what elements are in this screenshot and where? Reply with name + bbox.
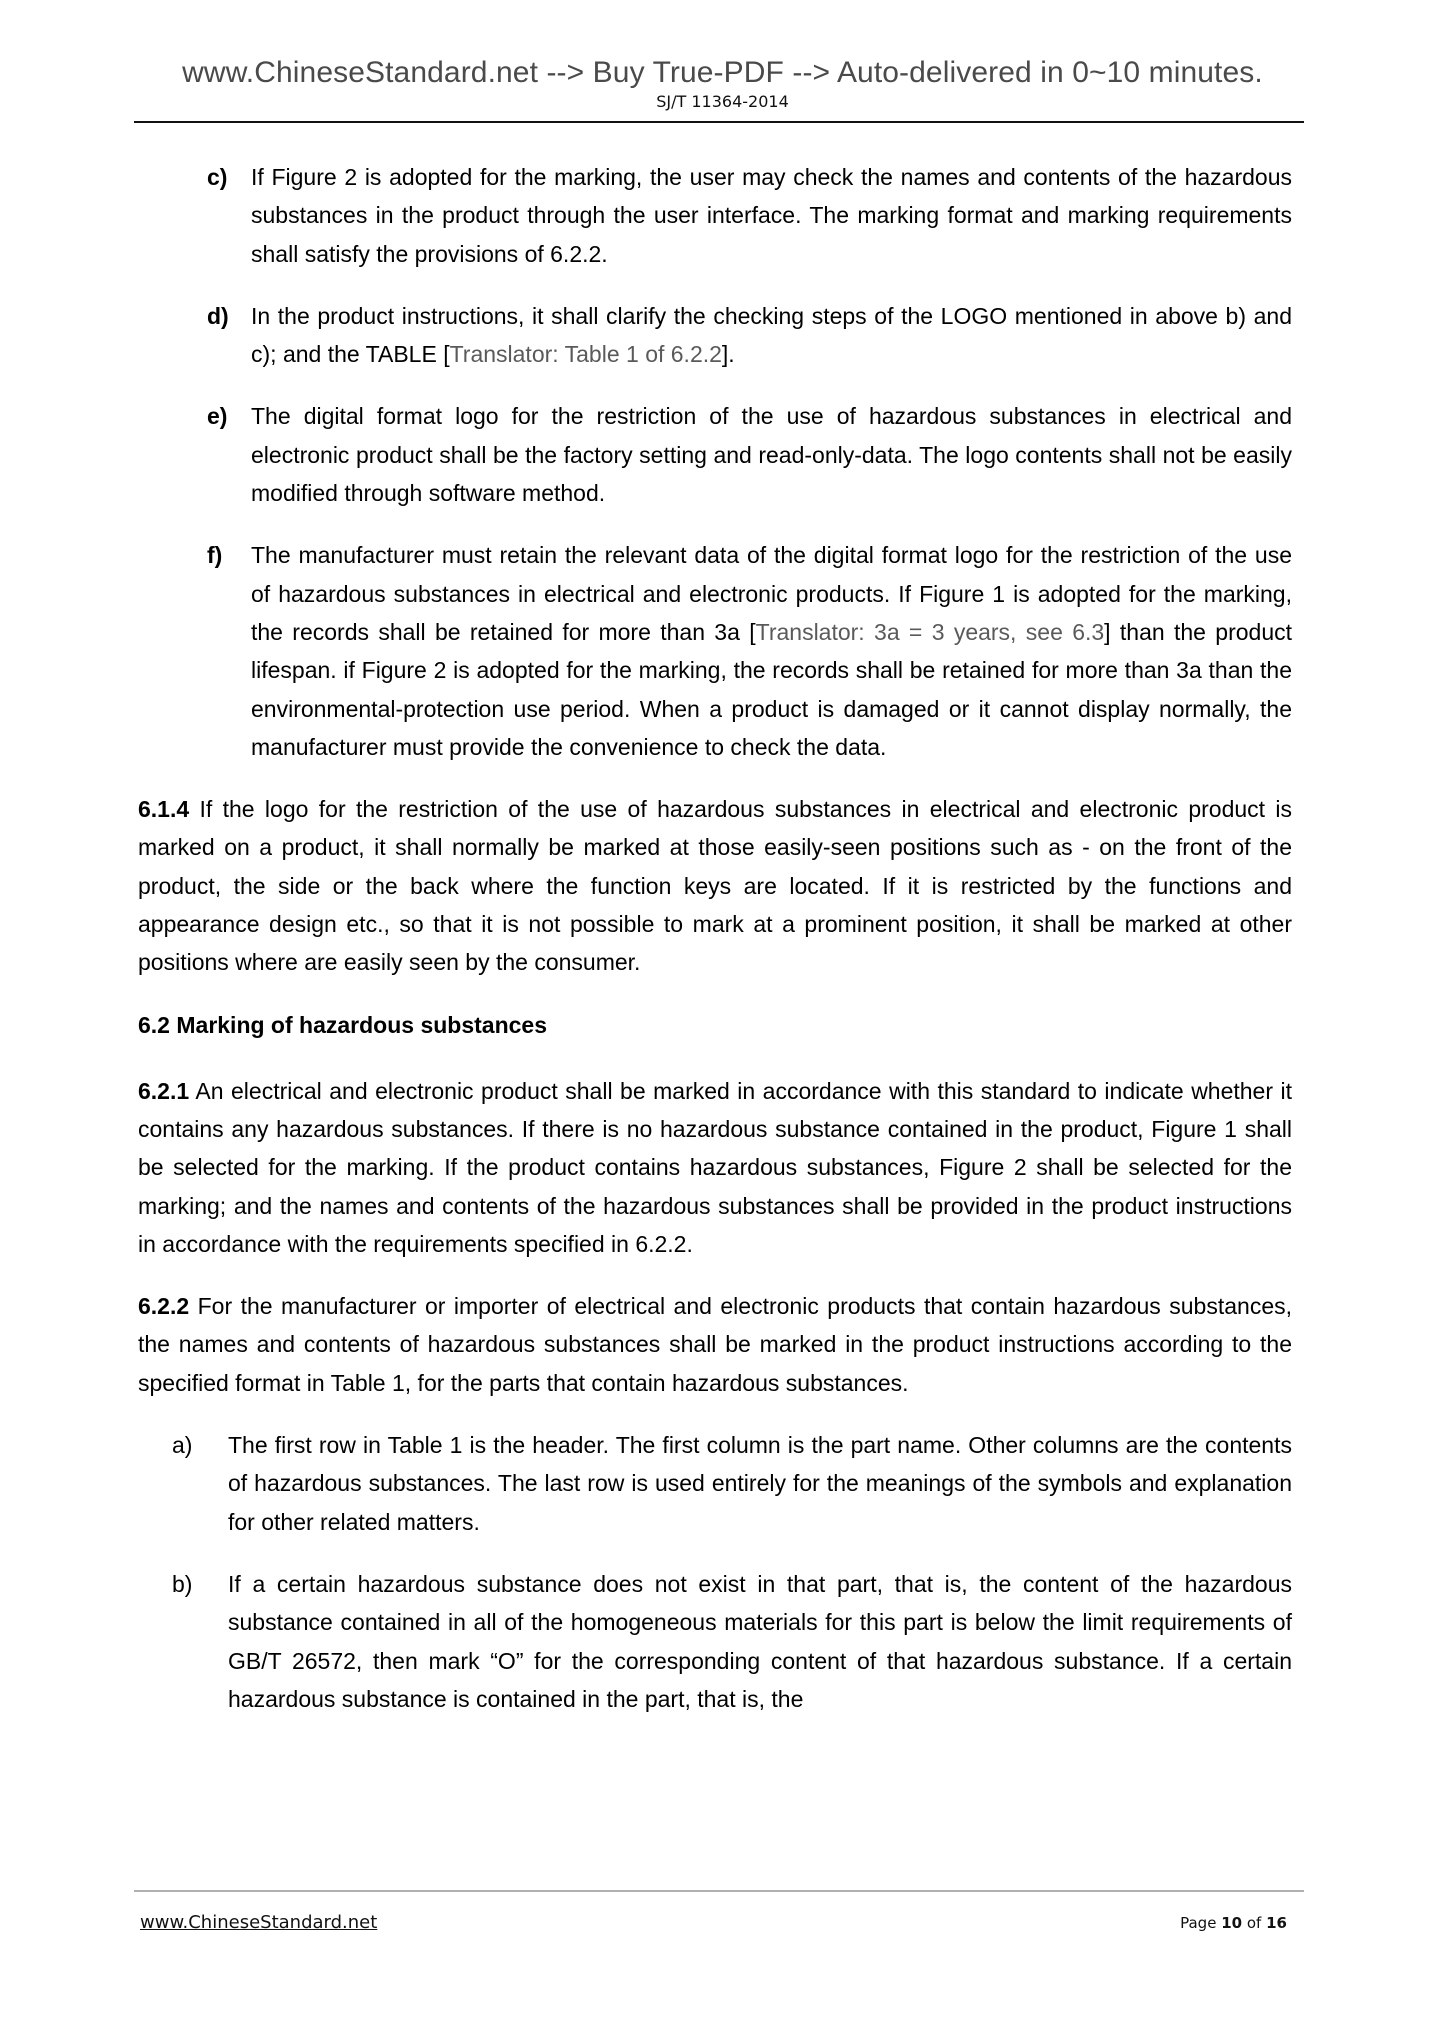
clause-number: 6.2.2 (138, 1293, 190, 1320)
list-text: If a certain hazardous substance does not exist in that part, that is, the content of the hazardous substance contained in all of the homogeneous materials for this part is below the limit requirements of GB/T 26572, then mark “O” for the corresponding content of that hazardous substance. If a certain hazardous substance is contained in the part, that is, the (228, 1570, 1292, 1712)
page-total: 16 (1266, 1914, 1287, 1932)
list-text: In the product instructions, it shall clarify the checking steps of the LOGO mentioned in above b) and c); and the TABLE [ (251, 302, 1292, 368)
list-item-d (138, 297, 1292, 374)
list-item-b (138, 1565, 1292, 1718)
list-text: The digital format logo for the restriction of the use of hazardous substances in electrical and electronic product shall be the factory setting and read-only-data. The logo contents shall not be easily modified through software method. (251, 403, 1292, 507)
document-code: SJ/T 11364-2014 (656, 92, 789, 111)
list-label: d) (207, 302, 229, 329)
list-text: ] than the product lifespan. if Figure 2 is adopted for the marking, the records shall be retained for more than 3a than the environmental-protection use period. When a product is damaged or it cannot display normally, the manufacturer must provide the convenience to check the data. (251, 618, 1293, 760)
list-label: a) (172, 1432, 193, 1459)
footer-website-link[interactable]: www.ChineseStandard.net (140, 1912, 378, 1933)
clause-number: 6.2.1 (138, 1077, 190, 1104)
list-label: c) (207, 164, 228, 190)
list-text: ]. (721, 341, 735, 368)
clause-6-1-4 (138, 790, 1292, 981)
page-body (138, 158, 1292, 1718)
list-text: The first row in Table 1 is the header. The first column is the part name. Other columns are the contents of hazardous substances. The last row is used entirely for the meanings of the symbols and explanation for other related matters. (228, 1432, 1292, 1535)
list-label: b) (172, 1570, 193, 1597)
clause-text: If the logo for the restriction of the use of hazardous substances in electrical and electronic product is marked on a product, it shall normally be marked at those easily-seen positions such as - on the front of the product, the side or the back where the function keys are located. If it is restricted by the functions and appearance design etc., so that it is not possible to mark at a prominent position, it shall be marked at other positions where are easily seen by the consumer. (138, 796, 1293, 976)
clause-number: 6.1.4 (138, 796, 190, 823)
list-item-c (138, 158, 1292, 273)
list-text: If Figure 2 is adopted for the marking, the user may check the names and contents of the hazardous substances in the product through the user interface. The marking format and marking requirements shall satisfy the provisions of 6.2.2. (251, 164, 1292, 267)
page-indicator (1180, 1914, 1287, 1932)
clause-text: For the manufacturer or importer of electrical and electronic products that contain hazardous substances, the names and contents of hazardous substances shall be marked in the product instructions according to the specified format in Table 1, for the parts that contain hazardous substances. (138, 1293, 1292, 1396)
list-label: e) (207, 403, 228, 430)
clause-6-2-1 (138, 1072, 1292, 1263)
footer-divider (134, 1890, 1304, 1892)
header-banner: www.ChineseStandard.net --> Buy True-PDF --> Auto-delivered in 0~10 minutes. (182, 56, 1263, 89)
translator-note: Translator: 3a = 3 years, see 6.3 (755, 618, 1105, 645)
page-current: 10 (1221, 1914, 1243, 1932)
translator-note: Translator: Table 1 of 6.2.2 (449, 341, 722, 368)
page-prefix: Page (1180, 1914, 1217, 1932)
list-item-e (138, 397, 1292, 512)
list-item-f (138, 536, 1292, 766)
page-of: of (1246, 1914, 1262, 1932)
header-divider (134, 121, 1304, 123)
list-label: f) (207, 542, 223, 569)
clause-text: An electrical and electronic product shall be marked in accordance with this standard to indicate whether it contains any hazardous substances. If there is no hazardous substance contained in the product, Figure 1 shall be selected for the marking. If the product contains hazardous substances, Figure 2 shall be selected for the marking; and the names and contents of the hazardous substances shall be provided in the product instructions in accordance with the requirements specified in 6.2.2. (138, 1077, 1293, 1257)
section-heading-6-2: 6.2 Marking of hazardous substances (138, 1011, 548, 1038)
list-item-a (138, 1426, 1292, 1541)
clause-6-2-2 (138, 1287, 1292, 1402)
list-text: The manufacturer must retain the relevant data of the digital format logo for the restriction of the use of hazardous substances in electrical and electronic products. If Figure 1 is adopted for the marking, the records shall be retained for more than 3a [ (251, 542, 1292, 645)
